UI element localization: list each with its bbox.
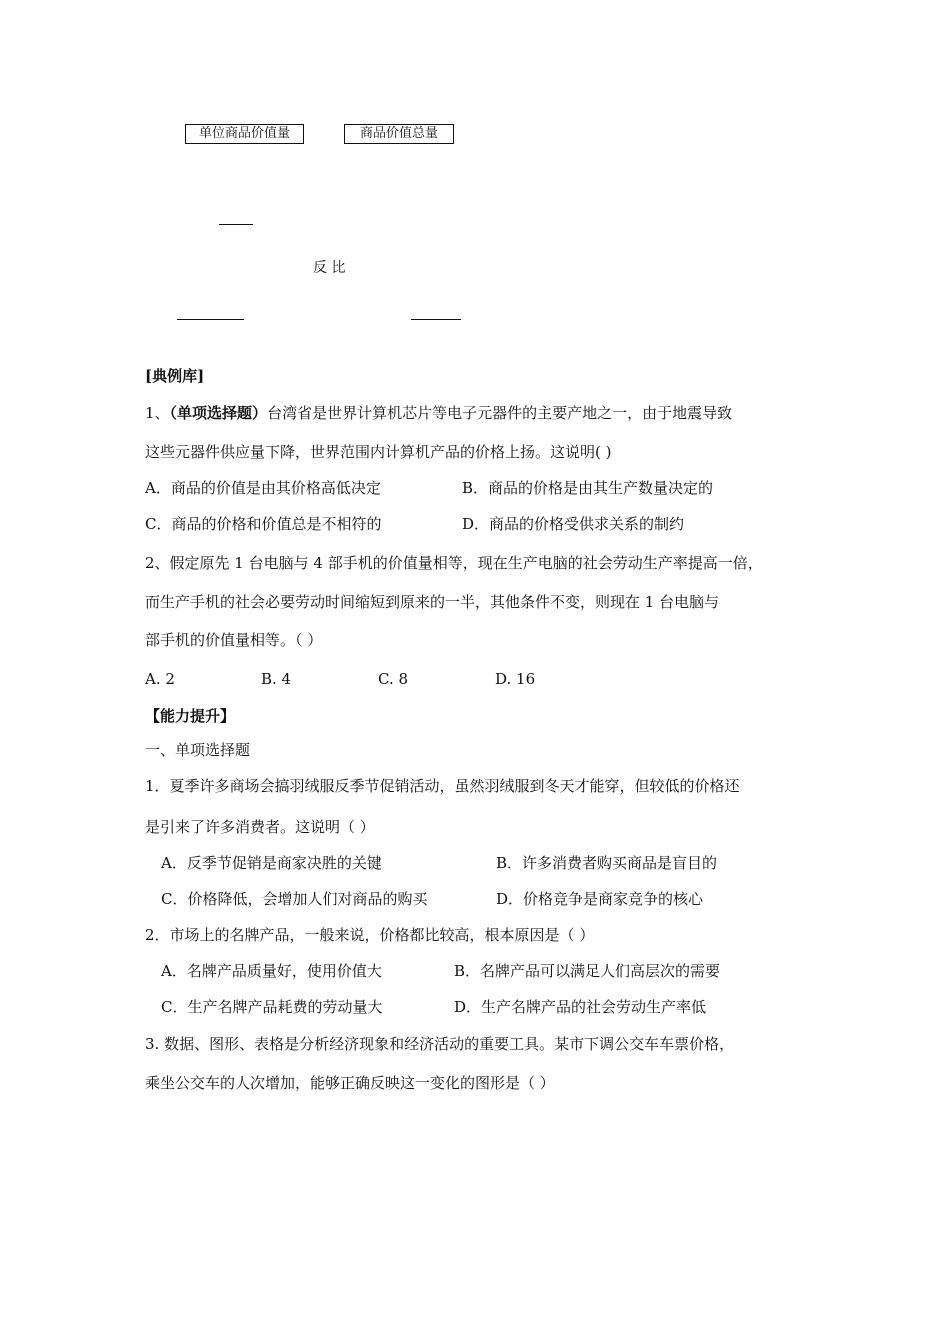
ex-q2-option-a: A. 2 <box>145 670 175 688</box>
ex-q1-option-c: C．商品的价格和价值总是不相符的 <box>145 515 382 533</box>
ex-q2-option-b: B. 4 <box>261 670 292 688</box>
ab-q1-line2: 是引来了许多消费者。这说明（ ） <box>145 818 375 836</box>
ex-q1-line1 <box>145 403 732 423</box>
ab-q2-option-c: C．生产名牌产品耗费的劳动量大 <box>161 998 383 1016</box>
ex-q1-line2: 这些元器件供应量下降，世界范围内计算机产品的价格上扬。这说明( ) <box>145 443 612 461</box>
inverse-label: 反 比 <box>313 260 346 276</box>
ex-q2-option-c: C. 8 <box>378 670 409 688</box>
ab-q1-line1: 1．夏季许多商场会搞羽绒服反季节促销活动，虽然羽绒服到冬天才能穿，但较低的价格还 <box>145 777 740 795</box>
ex-q2-line3: 部手机的价值量相等。（ ） <box>145 631 323 649</box>
unit-value-label: 单位商品价值量 <box>198 126 290 141</box>
total-value-label: 商品价值总量 <box>359 126 438 141</box>
ability-heading: 【能力提升】 <box>145 707 236 725</box>
unit-value-box <box>185 124 304 144</box>
ability-subheading: 一、单项选择题 <box>145 741 251 759</box>
blank-line-3 <box>411 319 461 320</box>
ex-q1-number: 1、 <box>145 404 170 422</box>
ex-q1-option-b: B．商品的价格是由其生产数量决定的 <box>462 479 714 497</box>
blank-line-2 <box>177 319 244 320</box>
ab-q2-option-a: A．名牌产品质量好，使用价值大 <box>161 962 382 980</box>
ex-q1-option-d: D．商品的价格受供求关系的制约 <box>462 515 685 533</box>
ab-q3-line1: 3. 数据、图形、表格是分析经济现象和经济活动的重要工具。某市下调公交车车票价格， <box>145 1035 735 1053</box>
total-value-box <box>344 124 454 144</box>
ab-q3-line2: 乘坐公交车的人次增加，能够正确反映这一变化的图形是（ ） <box>145 1074 555 1092</box>
ab-q2-line1: 2．市场上的名牌产品，一般来说，价格都比较高，根本原因是（ ） <box>145 926 595 944</box>
ex-q2-option-d: D. 16 <box>495 670 536 688</box>
ex-q1-text: 台湾省是世界计算机芯片等电子元器件的主要产地之一，由于地震导致 <box>267 404 733 422</box>
examples-heading: [典例库] <box>145 367 205 385</box>
ab-q2-option-b: B．名牌产品可以满足人们高层次的需要 <box>454 962 721 980</box>
ab-q1-option-b: B．许多消费者购买商品是盲目的 <box>496 854 718 872</box>
blank-line-1 <box>219 224 253 225</box>
ex-q2-line2: 而生产手机的社会必要劳动时间缩短到原来的一半，其他条件不变，则现在 1 台电脑与 <box>145 593 720 611</box>
ex-q1-option-a: A．商品的价值是由其价格高低决定 <box>145 479 381 497</box>
ab-q1-option-a: A．反季节促销是商家决胜的关键 <box>161 854 382 872</box>
ab-q1-option-d: D．价格竞争是商家竞争的核心 <box>496 890 704 908</box>
ex-q1-tag: （单项选择题） <box>169 404 268 422</box>
ex-q2-line1: 2、假定原先 1 台电脑与 4 部手机的价值量相等，现在生产电脑的社会劳动生产率提高一倍， <box>145 554 763 572</box>
ab-q2-option-d: D．生产名牌产品的社会劳动生产率低 <box>454 998 707 1016</box>
ab-q1-option-c: C．价格降低，会增加人们对商品的购买 <box>161 890 428 908</box>
